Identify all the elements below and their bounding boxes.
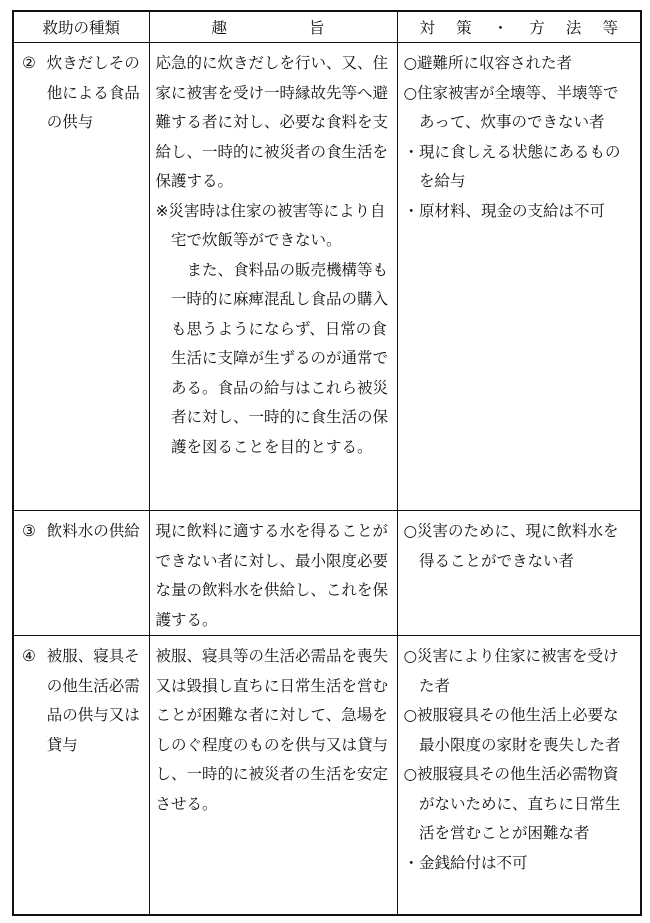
measures-cell [397,43,641,511]
measure-item: ○避難所に収容された者 [403,54,573,72]
purpose-cell [149,43,397,511]
row-number: ④ [22,647,36,665]
purpose-cell [149,636,397,916]
header-measures: 対 策 ・ 方 法 等 [397,11,641,43]
purpose-note-continued: また、食料品の販売機構等も一時的に麻痺混乱し食品の購入も思うようにならず、日常の食生活に支障が生ずるのが通常である。食品の給与はこれら被災者に対し、一時的に食生活の保護を図ることを目的とする。 [171,260,389,456]
measures-cell [397,636,641,916]
row-number: ③ [22,522,36,540]
purpose-cell [149,511,397,636]
measure-item: ○災害により住家に被害を受けた者 [403,647,619,695]
measure-item: ○被服寝具その他生活必需物資がないために、直ちに日常生活を営むことが困難な者 [403,765,621,842]
table-header-row [13,11,641,43]
header-purpose: 趣 旨 [149,11,397,43]
row-number: ② [22,54,36,72]
measure-item: ・現に食しえる状態にあるものを給与 [403,142,621,190]
measures-cell [397,511,641,636]
table-row [13,511,641,636]
table-row [13,43,641,511]
purpose-text: 応急的に炊きだしを行い、又、住家に被害を受け一時縁故先等へ避難する者に対し、必要な食料を支給し、一時的に被災者の食生活を保護する。 [155,54,389,190]
measure-item: ・金銭給付は不可 [403,853,528,872]
type-label: 飲料水の供給 [46,522,140,540]
type-label: 炊きだしその他による食品の供与 [46,54,140,131]
table-row [13,636,641,916]
type-cell [13,43,149,511]
measure-item: ○住家被害が全壊等、半壊等であって、炊事のできない者 [403,83,619,131]
type-cell [13,636,149,916]
purpose-text: 被服、寝具等の生活必需品を喪失又は毀損し直ちに日常生活を営むことが困難な者に対して、急場をしのぐ程度のものを供与又は貸与し、一時的に被災者の生活を安定させる。 [155,647,389,813]
measure-item: ○災害のために、現に飲料水を得ることができない者 [403,522,619,570]
type-label: 被服、寝具その他生活必需品の供与又は貸与 [46,647,140,754]
header-type: 救助の種類 [13,11,149,43]
type-cell [13,511,149,636]
measure-item: ・原材料、現金の支給は不可 [403,201,606,220]
measure-item: ○被服寝具その他生活上必要な最小限度の家財を喪失した者 [403,706,621,754]
purpose-note: ※災害時は住家の被害等により自宅で炊飯等ができない。 [155,201,386,249]
relief-table [12,10,642,916]
purpose-text: 現に飲料に適する水を得ることができない者に対し、最小限度必要な量の飲料水を供給し、これを保護する。 [155,522,389,629]
